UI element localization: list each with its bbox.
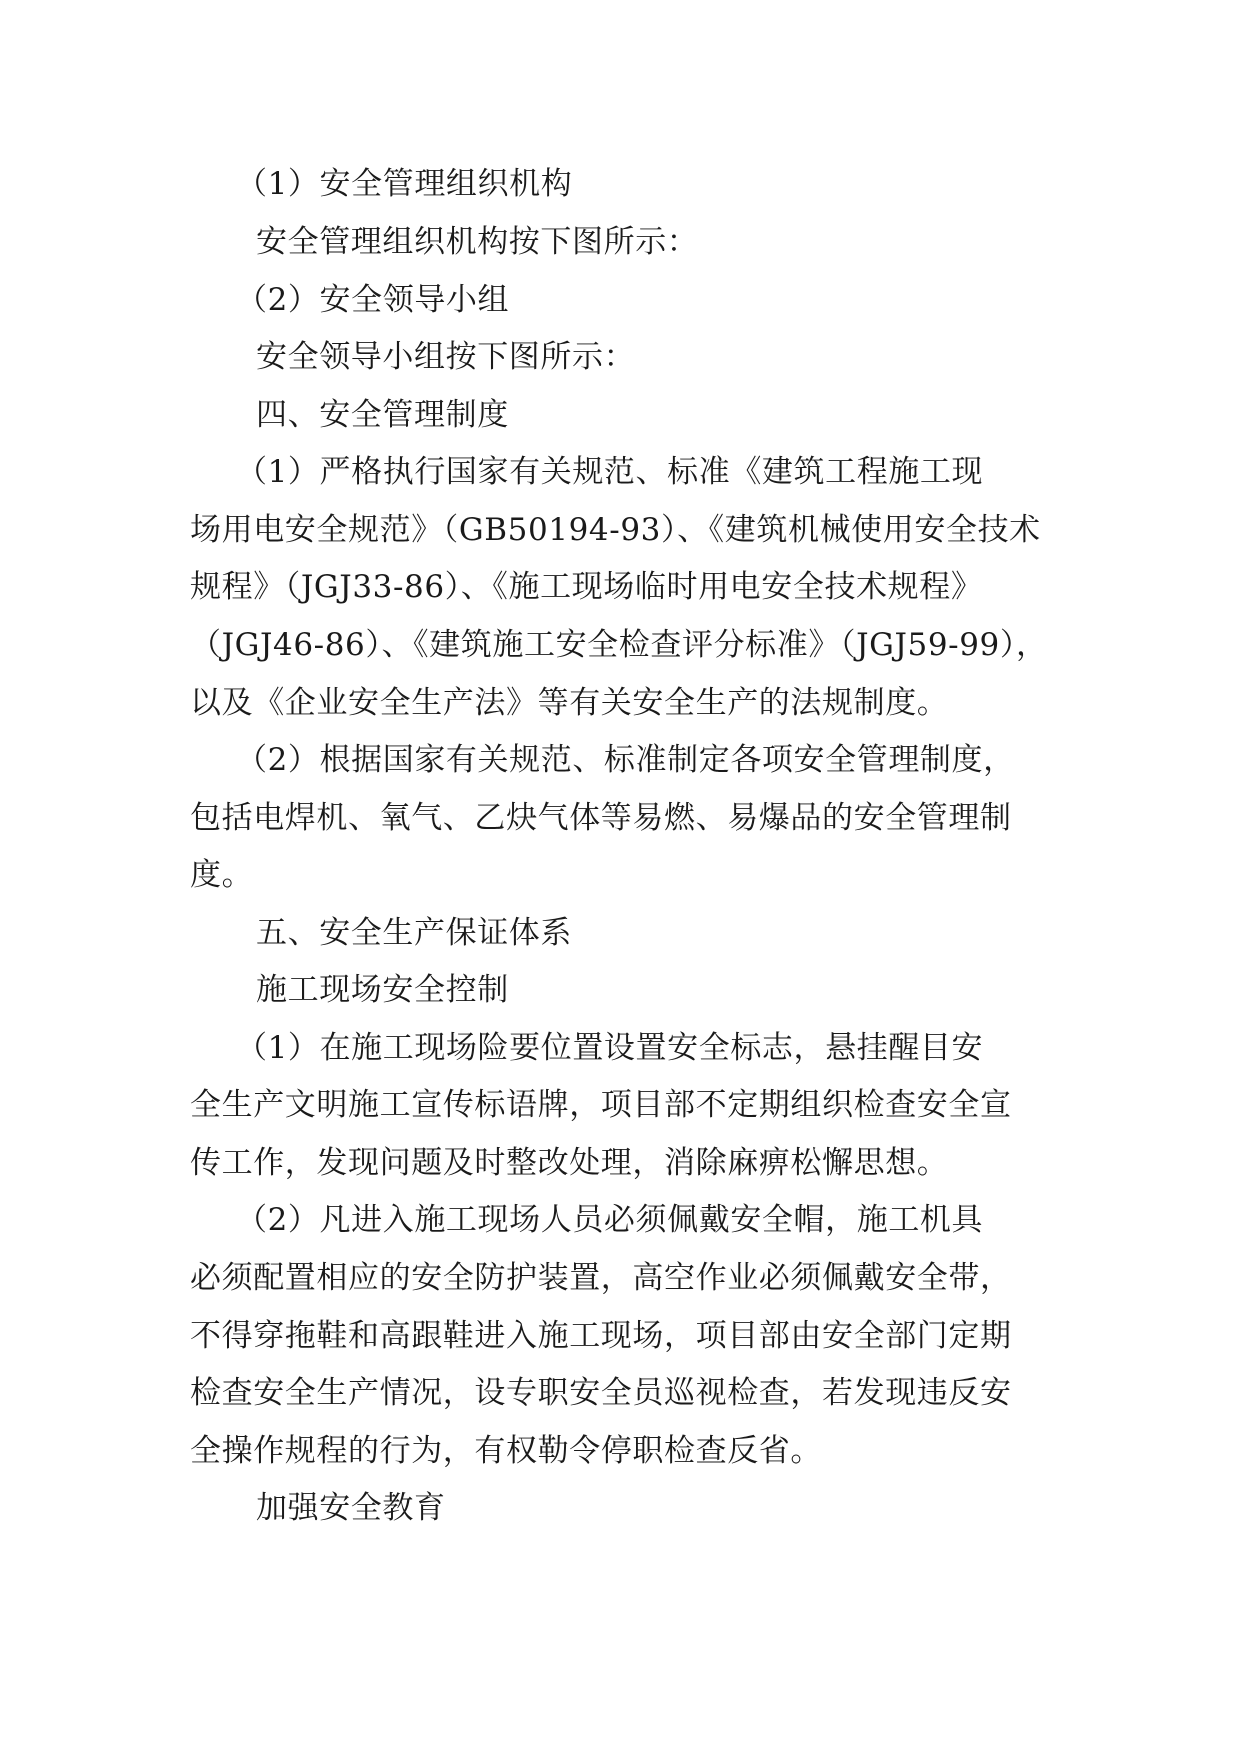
paragraph-line: 检查安全生产情况，设专职安全员巡视检查，若发现违反安 [190, 1375, 1012, 1411]
paragraph-line: （2）凡进入施工现场人员必须佩戴安全帽，施工机具 [236, 1202, 984, 1238]
paragraph-line: 场用电安全规范》（GB50194-93）、《建筑机械使用安全技术 [190, 512, 1041, 548]
paragraph-line: （JGJ46-86）、《建筑施工安全检查评分标准》（JGJ59-99）， [190, 627, 1048, 663]
paragraph-line: 包括电焊机、氧气、乙炔气体等易燃、易爆品的安全管理制 [190, 800, 1012, 836]
subsection-heading: 加强安全教育 [256, 1490, 446, 1526]
paragraph-line: 规程》（JGJ33-86）、《施工现场临时用电安全技术规程》 [190, 569, 983, 605]
subsection-heading: 施工现场安全控制 [256, 972, 509, 1008]
paragraph-line: （1）严格执行国家有关规范、标准《建筑工程施工现 [236, 454, 984, 490]
paragraph-line: 全生产文明施工宣传标语牌，项目部不定期组织检查安全宣 [190, 1087, 1012, 1123]
section-heading-5: 五、安全生产保证体系 [256, 915, 572, 951]
heading-safety-leadership: （2）安全领导小组 [236, 282, 510, 318]
paragraph-line: 安全管理组织机构按下图所示： [256, 224, 699, 260]
paragraph-line: 不得穿拖鞋和高跟鞋进入施工现场，项目部由安全部门定期 [190, 1318, 1012, 1354]
paragraph-line: （1）在施工现场险要位置设置安全标志，悬挂醒目安 [236, 1030, 984, 1066]
paragraph-line: 传工作，发现问题及时整改处理，消除麻痹松懈思想。 [190, 1145, 949, 1181]
section-heading-4: 四、安全管理制度 [256, 397, 509, 433]
heading-safety-org: （1）安全管理组织机构 [236, 166, 573, 202]
paragraph-line: 必须配置相应的安全防护装置，高空作业必须佩戴安全带， [190, 1260, 1012, 1296]
paragraph-line: 以及《企业安全生产法》等有关安全生产的法规制度。 [190, 685, 949, 721]
paragraph-line: 安全领导小组按下图所示： [256, 339, 636, 375]
paragraph-line: 全操作规程的行为，有权勒令停职检查反省。 [190, 1433, 822, 1469]
paragraph-line: （2）根据国家有关规范、标准制定各项安全管理制度， [236, 742, 1015, 778]
paragraph-line: 度。 [190, 857, 254, 893]
